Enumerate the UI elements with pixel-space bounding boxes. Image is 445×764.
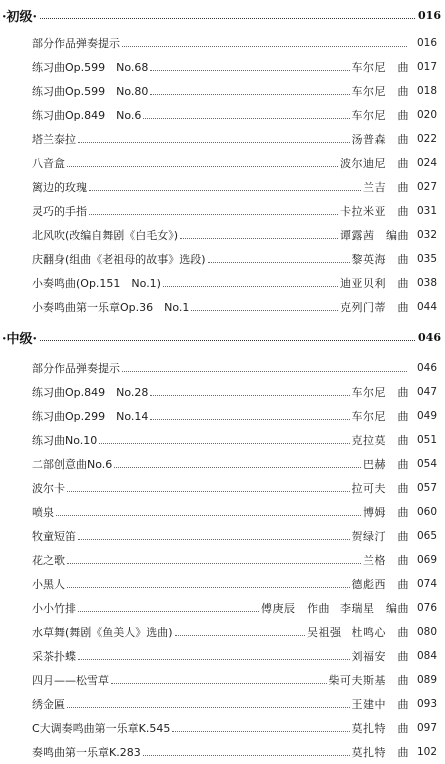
toc-entry[interactable] [32,151,437,175]
entry-page-number: 089 [416,674,437,686]
entry-page-number: 065 [416,530,437,542]
toc-entry[interactable] [32,55,437,79]
entry-page-number: 022 [416,133,437,145]
toc-entry[interactable] [32,199,437,223]
entry-page-number: 024 [416,157,437,169]
section-title: ·初级· [2,9,38,25]
entry-composer: 贺绿汀 曲 [351,530,409,543]
section-header-beginner [0,4,445,26]
toc-entry[interactable] [32,295,437,319]
entry-title: 庆翻身(组曲《老祖母的故事》选段) [32,253,206,266]
entry-composer: 车尔尼 曲 [351,410,409,423]
entry-title: 牧童短笛 [32,530,76,543]
toc-entry[interactable] [32,668,437,692]
toc-entry[interactable] [32,247,437,271]
toc-entry[interactable] [32,127,437,151]
entry-composer: 谭露茜 编曲 [340,229,409,242]
entry-page-number: 020 [416,109,437,121]
dot-leader [67,707,350,708]
dot-leader [172,731,349,732]
dot-leader [150,70,349,71]
entry-page-number: 054 [416,458,437,470]
entry-title: 练习曲Op.849 No.28 [32,386,149,399]
entry-title: 八音盒 [32,157,65,170]
toc-entry[interactable] [32,716,437,740]
entry-title: 水草舞(舞剧《鱼美人》选曲) [32,626,173,639]
toc-entry[interactable] [32,452,437,476]
dot-leader [78,142,350,143]
toc-entry[interactable] [32,644,437,668]
entry-title: 练习曲No.10 [32,434,98,447]
toc-entry[interactable] [32,31,437,55]
entry-page-number: 049 [416,410,437,422]
entry-composer: 车尔尼 曲 [351,61,409,74]
entry-composer: 李瑞星 编曲 [340,602,409,615]
entry-page-number: 027 [416,181,437,193]
section-header-intermediate [0,326,445,348]
entry-page-number: 017 [416,61,437,73]
toc-entry[interactable] [32,404,437,428]
entry-title: 二部创意曲No.6 [32,458,113,471]
entry-composer: 兰吉 曲 [363,181,409,194]
entry-title: 采茶扑蝶 [32,650,76,663]
dot-leader [122,46,407,47]
toc-entry[interactable] [32,223,437,247]
dot-leader [143,755,350,756]
entry-composer: 迪亚贝利 曲 [340,277,409,290]
dot-leader [67,587,350,588]
dot-leader [175,635,305,636]
entry-composer: 傅庚辰 作曲 [261,602,330,615]
entry-page-number: 032 [416,229,437,241]
dot-leader [150,419,349,420]
entry-title: 练习曲Op.299 No.14 [32,410,149,423]
entry-page-number: 060 [416,506,437,518]
toc-entry[interactable] [32,428,437,452]
dot-leader [99,443,349,444]
entry-title: 部分作品弹奏提示 [32,37,120,50]
entry-title: 小奏鸣曲第一乐章Op.36 No.1 [32,301,190,314]
entry-title: 塔兰泰拉 [32,133,76,146]
dot-leader [208,262,350,263]
entry-list-beginner [32,31,437,319]
entry-title: 北风吹(改编自舞剧《白毛女》) [32,229,179,242]
entry-title: 练习曲Op.599 No.68 [32,61,149,74]
entry-page-number: 080 [416,626,437,638]
entry-title: 喷泉 [32,506,54,519]
dot-leader [67,166,338,167]
dot-leader [163,286,338,287]
entry-page-number: 044 [416,301,437,313]
entry-page-number: 057 [416,482,437,494]
dot-leader [143,118,349,119]
entry-composer: 吴祖强 [307,626,342,639]
section-page-number: 046 [418,330,441,344]
entry-composer: 刘福安 曲 [351,650,409,663]
dot-leader [78,611,259,612]
toc-entry[interactable] [32,524,437,548]
entry-page-number: 097 [416,722,437,734]
dot-leader [89,190,361,191]
entry-page-number: 016 [416,37,437,49]
dot-leader [114,467,361,468]
section-title: ·中级· [2,331,38,347]
toc-entry[interactable] [32,476,437,500]
dot-leader [67,563,361,564]
entry-composer: 卡拉米亚 曲 [340,205,409,218]
entry-title: 篱边的玫瑰 [32,181,87,194]
entry-composer: 德彪西 曲 [351,578,409,591]
dot-leader [191,310,338,311]
entry-title: 小奏鸣曲(Op.151 No.1) [32,277,161,290]
entry-composer: 波尔迪尼 曲 [340,157,409,170]
entry-title: C大调奏鸣曲第一乐章K.545 [32,722,171,735]
toc-entry[interactable] [32,380,437,404]
entry-composer: 巴赫 曲 [363,458,409,471]
toc-entry[interactable] [32,79,437,103]
entry-composer: 克拉莫 曲 [351,434,409,447]
entry-title: 小小竹排 [32,602,76,615]
entry-page-number: 084 [416,650,437,662]
toc-entry[interactable] [32,692,437,716]
toc-entry[interactable] [32,620,437,644]
dot-leader [180,238,338,239]
entry-composer: 王建中 曲 [351,698,409,711]
dot-leader [56,515,361,516]
entry-composer: 拉可夫 曲 [351,482,409,495]
entry-page-number: 038 [416,277,437,289]
dot-leader [78,659,350,660]
entry-page-number: 074 [416,578,437,590]
entry-title: 波尔卡 [32,482,65,495]
entry-page-number: 069 [416,554,437,566]
entry-title: 四月——松雪草 [32,674,109,687]
entry-composer: 车尔尼 曲 [351,109,409,122]
entry-page-number: 018 [416,85,437,97]
dot-leader [150,395,349,396]
entry-composer: 黎英海 曲 [351,253,409,266]
toc-entry[interactable] [32,271,437,295]
entry-title: 小黑人 [32,578,65,591]
entry-title: 部分作品弹奏提示 [32,362,120,375]
entry-composer: 兰格 曲 [363,554,409,567]
section-page-number: 016 [418,8,441,22]
entry-title: 花之歌 [32,554,65,567]
dot-leader [78,539,350,540]
entry-page-number: 051 [416,434,437,446]
entry-composer: 汤普森 曲 [351,133,409,146]
entry-title: 练习曲Op.849 No.6 [32,109,142,122]
toc-entry[interactable] [32,572,437,596]
toc-entry[interactable] [32,548,437,572]
dot-leader [40,340,415,341]
toc-entry[interactable] [32,356,437,380]
entry-composer: 车尔尼 曲 [351,85,409,98]
entry-list-intermediate [32,356,437,764]
entry-composer: 杜鸣心 曲 [351,626,409,639]
toc-entry[interactable] [32,103,437,127]
dot-leader [111,683,327,684]
entry-page-number: 031 [416,205,437,217]
entry-page-number: 046 [416,362,437,374]
toc-entry[interactable] [32,175,437,199]
entry-page-number: 035 [416,253,437,265]
toc-entry[interactable] [32,500,437,524]
entry-composer: 博姆 曲 [363,506,409,519]
entry-page-number: 093 [416,698,437,710]
entry-composer: 车尔尼 曲 [351,386,409,399]
dot-leader [150,94,349,95]
dot-leader [67,491,350,492]
entry-title: 练习曲Op.599 No.80 [32,85,149,98]
dot-leader [122,371,407,372]
entry-composer: 克列门蒂 曲 [340,301,409,314]
dot-leader [89,214,338,215]
entry-page-number: 076 [416,602,437,614]
entry-composer: 柴可夫斯基 曲 [328,674,409,687]
entry-composer: 莫扎特 曲 [351,722,409,735]
dot-leader [40,18,415,19]
entry-title: 灵巧的手指 [32,205,87,218]
entry-page-number: 047 [416,386,437,398]
toc-entry[interactable] [32,596,437,620]
entry-title: 绣金匾 [32,698,65,711]
toc-entry[interactable] [32,740,437,764]
entry-composer: 莫扎特 曲 [351,746,409,759]
entry-page-number: 102 [416,746,437,758]
entry-title: 奏鸣曲第一乐章K.283 [32,746,141,759]
